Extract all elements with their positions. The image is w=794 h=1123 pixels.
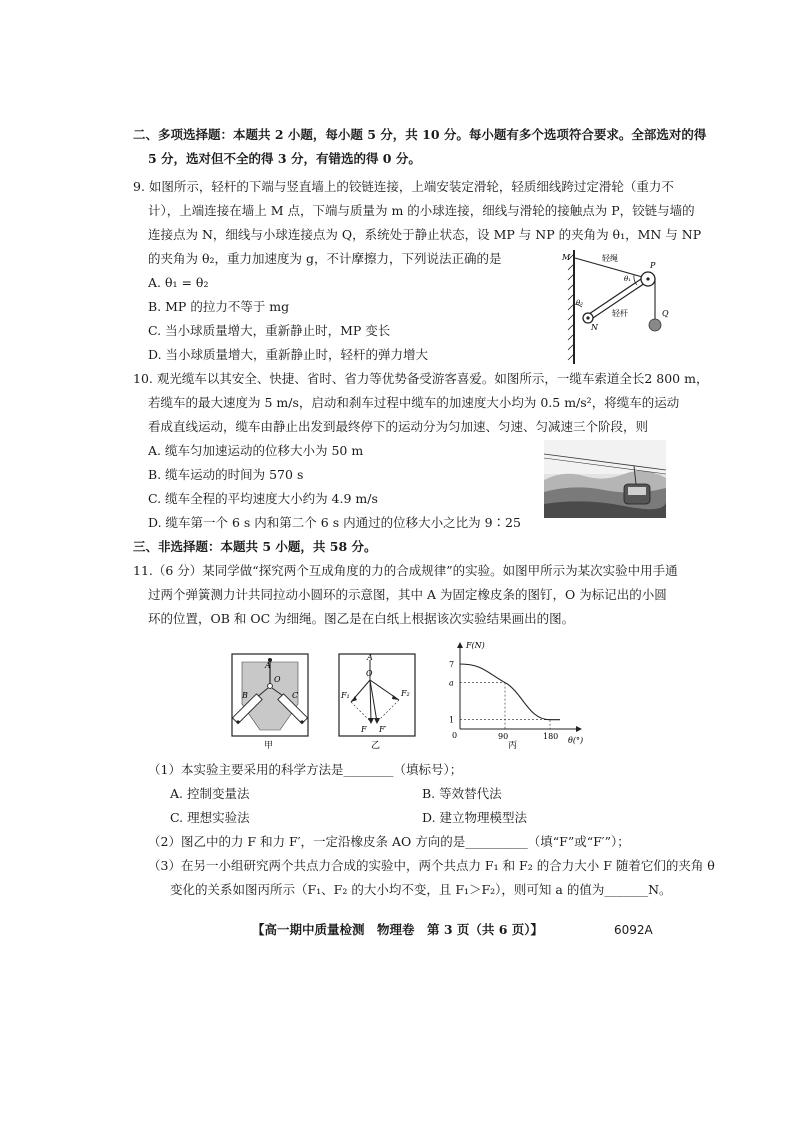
bing-origin: 0 [452,731,458,740]
y-tick-label: 1 [449,715,455,725]
series-curve [460,664,560,720]
q9-text-line4: 的夹角为 θ₂，重力加速度为 g，不计摩擦力，下列说法正确的是 [148,251,502,266]
q9-text-line2: 计），上端连接在墙上 M 点，下端与质量为 m 的小球连接，细线与滑轮的接触点为 P，铰链与墙的 [148,203,695,218]
q11-sub1-option-b: B. 等效替代法 [422,786,502,801]
q11-text-line3: 环的位置，OB 和 OC 为细绳。图乙是在白纸上根据该次实验结果画出的图。 [148,611,575,626]
figure-jia [230,652,310,752]
yi-label-o: O [366,669,373,678]
jia-caption: 甲 [264,741,274,751]
yi-label-f1: F₁ [341,691,350,700]
section3-heading: 三、非选择题：本题共 5 小题，共 58 分。 [133,539,377,554]
y-tick-label: a [449,678,454,688]
bing-ylabel: F(N) [466,641,485,650]
footer-title: 【高一期中质量检测 物理卷 第 3 页（共 6 页）】 [252,922,544,937]
label-theta2: θ₂ [576,299,584,307]
label-rod: 轻杆 [612,309,628,318]
q10-option-b: B. 缆车运动的时间为 570 s [148,467,304,482]
cable-car-photo [544,440,666,518]
section2-heading-line2: 5 分，选对但不全的得 3 分，有错选的得 0 分。 [148,151,421,166]
jia-label-a: A [265,661,271,670]
q11-sub1: （1）本实验主要采用的科学方法是________（填标号）； [148,762,463,777]
q10-option-d: D. 缆车第一个 6 s 内和第二个 6 s 内通过的位移大小之比为 9∶25 [148,515,521,530]
bing-xlabel: θ(°) [568,736,584,745]
yi-label-f: F [361,725,367,734]
q10-option-a: A. 缆车匀加速运动的位移大小为 50 m [148,443,364,458]
figure-bing-chart [446,640,596,752]
label-n: N [591,323,598,332]
figure-yi [337,652,417,752]
jia-label-o: O [274,675,281,684]
yi-caption: 乙 [371,741,381,751]
q11-sub3-line1: （3）在另一小组研究两个共点力合成的实验中，两个共点力 F₁ 和 F₂ 的合力大小 F 随着它们的夹角 θ [148,858,715,873]
q9-figure [560,248,675,366]
y-tick-label: 7 [449,660,455,669]
ball [649,319,661,331]
jia-label-b: B [242,691,248,700]
q11-text-line1: 11.（6 分）某同学做“探究两个互成角度的力的合成规律”的实验。如图甲所示为某次实验中用手通 [133,563,678,578]
q11-sub1-option-c: C. 理想实验法 [170,810,250,825]
label-theta1: θ₁ [624,275,632,283]
yi-label-fprime: F′ [379,725,387,734]
jia-label-c: C [292,691,299,700]
q11-sub3-line2: 变化的关系如图丙所示（F₁、F₂ 的大小均不变，且 F₁＞F₂），则可知 a 的值为_______N。 [170,882,672,897]
q9-option-b: B. MP 的拉力不等于 mg [148,299,290,314]
footer-code: 6092A [614,923,653,937]
yi-label-a: A [367,653,373,662]
q10-text-line1: 10. 观光缆车以其安全、快捷、省时、省力等优势备受游客喜爱。如图所示，一缆车索道全长2 800 m， [133,371,709,386]
q11-text-line2: 过两个弹簧测力计共同拉动小圆环的示意图，其中 A 为固定橡皮条的图钉，O 为标记出的小圆 [148,587,667,602]
q10-text-line3: 看成直线运动，缆车由静止出发到最终停下的运动分为匀加速、匀速、匀减速三个阶段，则 [148,419,649,434]
q9-option-a: A. θ₁ = θ₂ [148,275,209,290]
q11-sub1-option-a: A. 控制变量法 [170,786,250,801]
section2-heading-line1: 二、多项选择题：本题共 2 小题，每小题 5 分，共 10 分。每小题有多个选项符合要求。全部选对的得 [133,127,707,142]
bing-caption: 丙 [508,741,518,751]
q10-option-c: C. 缆车全程的平均速度大小约为 4.9 m/s [148,491,378,506]
q9-text-line1: 9. 如图所示，轻杆的下端与竖直墙上的铰链连接，上端安装定滑轮，轻质细线跨过定滑轮（重力不 [133,179,674,194]
label-p: P [650,261,656,270]
x-tick-label: 90 [498,732,509,741]
label-m: M [562,253,571,262]
x-tick-label: 180 [543,732,559,741]
label-q: Q [662,309,669,318]
label-rope: 轻绳 [602,254,618,263]
q10-text-line2: 若缆车的最大速度为 5 m/s，启动和刹车过程中缆车的加速度大小均为 0.5 m/s²，将缆车的运动 [148,395,680,410]
yi-label-f2: F₂ [401,689,410,698]
q11-sub1-option-d: D. 建立物理模型法 [422,810,528,825]
q9-option-c: C. 当小球质量增大，重新静止时，MP 变长 [148,323,391,338]
q9-option-d: D. 当小球质量增大，重新静止时，轻杆的弹力增大 [148,347,429,362]
q9-text-line3: 连接点为 N，细线与小球连接点为 Q，系统处于静止状态，设 MP 与 NP 的夹角为 θ₁，MN 与 NP [148,227,702,242]
q11-sub2: （2）图乙中的力 F 和力 F′，一定沿橡皮条 AO 方向的是__________（填“F”或“F′”）； [148,834,630,849]
